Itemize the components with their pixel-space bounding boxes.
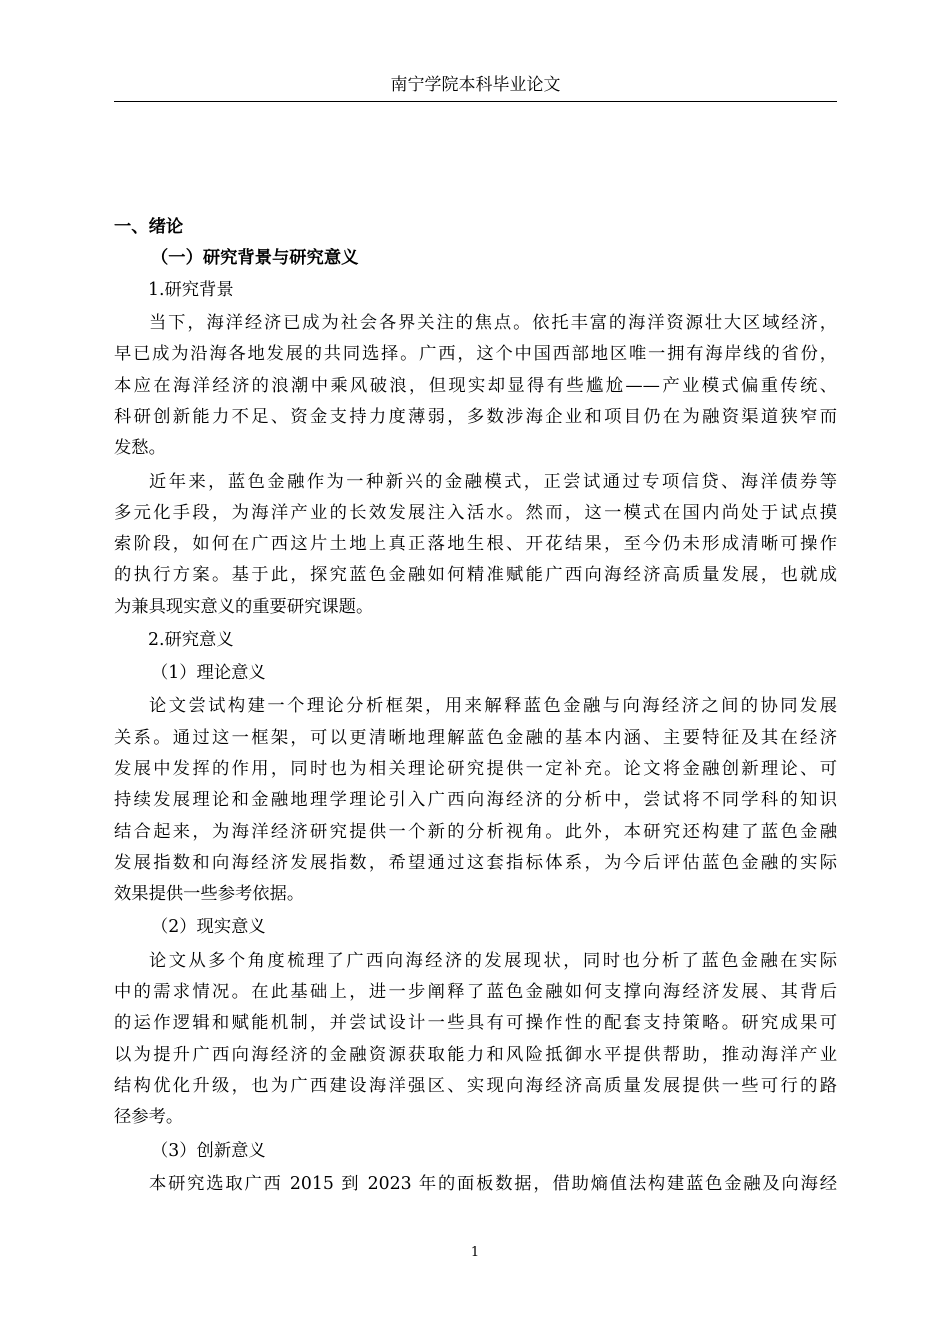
text-line: 本研究选取广西 2015 到 2023 年的面板数据，借助熵值法构建蓝色金融及向海经 <box>149 1173 837 1194</box>
text-line: 科研创新能力不足、资金支持力度薄弱，多数涉海企业和项目仍在为融资渠道狭窄而 <box>114 406 837 427</box>
text-line: 效果提供一些参考依据。 <box>114 884 305 905</box>
text-line: 持续发展理论和金融地理学理论引入广西向海经济的分析中，尝试将不同学科的知识 <box>114 790 837 811</box>
section-heading: （一）研究背景与研究意义 <box>151 248 359 269</box>
heading-theory: （1）理论意义 <box>151 663 266 684</box>
text-line: 发展中发挥的作用，同时也为相关理论研究提供一定补充。论文将金融创新理论、可 <box>114 758 837 779</box>
text-line: 论文尝试构建一个理论分析框架，用来解释蓝色金融与向海经济之间的协同发展 <box>149 696 837 717</box>
text-line: 结合起来，为海洋经济研究提供一个新的分析视角。此外，本研究还构建了蓝色金融 <box>114 821 837 842</box>
text-line: 径参考。 <box>114 1107 184 1128</box>
running-header: 南宁学院本科毕业论文 <box>390 75 561 95</box>
paragraph-background-2 <box>114 467 837 623</box>
text-line: 近年来，蓝色金融作为一种新兴的金融模式，正尝试通过专项信贷、海洋债券等 <box>149 471 837 492</box>
text-line: 发展指数和向海经济发展指数，希望通过这套指标体系，为今后评估蓝色金融的实际 <box>114 852 837 873</box>
text-line: 的执行方案。基于此，探究蓝色金融如何精准赋能广西向海经济高质量发展，也就成 <box>114 565 837 586</box>
body-text <box>114 212 837 1202</box>
heading-practice: （2）现实意义 <box>151 917 266 938</box>
text-line: 早已成为沿海各地发展的共同选择。广西，这个中国西部地区唯一拥有海岸线的省份， <box>114 344 837 365</box>
subsection-heading-background: 1.研究背景 <box>148 280 234 301</box>
text-line: 结构优化升级，也为广西建设海洋强区、实现向海经济高质量发展提供一些可行的路 <box>114 1075 837 1096</box>
page-number: 1 <box>470 1245 480 1260</box>
text-line: 关系。通过这一框架，可以更清晰地理解蓝色金融的基本内涵、主要特征及其在经济 <box>114 727 837 748</box>
text-line: 以为提升广西向海经济的金融资源获取能力和风险抵御水平提供帮助，推动海洋产业 <box>114 1044 837 1065</box>
text-line: 论文从多个角度梳理了广西向海经济的发展现状，同时也分析了蓝色金融在实际 <box>149 950 837 971</box>
paragraph-practice <box>114 946 837 1134</box>
text-line: 发愁。 <box>114 438 166 459</box>
subsection-heading-significance: 2.研究意义 <box>148 630 234 651</box>
header-rule <box>114 101 837 102</box>
paragraph-innovation <box>114 1169 837 1200</box>
paragraph-background-1 <box>114 308 837 464</box>
text-line: 为兼具现实意义的重要研究课题。 <box>114 596 374 617</box>
heading-innovation: （3）创新意义 <box>151 1140 266 1161</box>
text-line: 多元化手段，为海洋产业的长效发展注入活水。然而，这一模式在国内尚处于试点摸 <box>114 502 837 523</box>
text-line: 本应在海洋经济的浪潮中乘风破浪，但现实却显得有些尴尬——产业模式偏重传统、 <box>114 375 837 396</box>
text-line: 当下，海洋经济已成为社会各界关注的焦点。依托丰富的海洋资源壮大区域经济， <box>149 313 837 334</box>
chapter-heading: 一、绪论 <box>114 217 184 237</box>
text-line: 索阶段，如何在广西这片土地上真正落地生根、开花结果，至今仍未形成清晰可操作 <box>114 534 837 555</box>
text-line: 中的需求情况。在此基础上，进一步阐释了蓝色金融如何支撑向海经济发展、其背后 <box>114 982 837 1003</box>
text-line: 的运作逻辑和赋能机制，并尝试设计一些具有可操作性的配套支持策略。研究成果可 <box>114 1013 837 1034</box>
paragraph-theory <box>114 691 837 910</box>
